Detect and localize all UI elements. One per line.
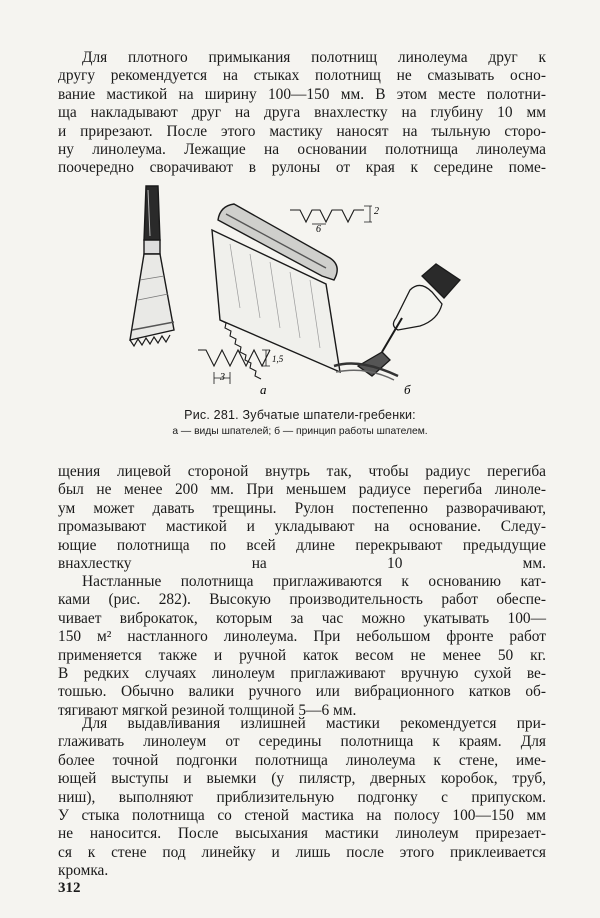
text-line: внахлестку на 10 мм.: [58, 555, 546, 573]
text-line: не наносится. После высыхания мастики линолеум прирезает-: [58, 825, 546, 843]
text-line: поочередно сворачивают в рулоны от края к середине поме-: [58, 159, 546, 177]
paragraph-1: [58, 49, 546, 178]
page-number: 312: [58, 880, 81, 896]
dim-label-2: 2: [374, 206, 379, 217]
dim-label-6: 6: [316, 224, 321, 235]
text-line: ся к стене под линейку и лишь после этого приклеивается: [58, 843, 546, 861]
text-line: чивает виброкаток, которым за час можно укатывать 100—: [58, 609, 546, 627]
paragraph-4: [58, 715, 546, 881]
tooth-profile-upper: [290, 206, 372, 224]
tooth-profile-lower: [198, 350, 270, 384]
text-line: щения лицевой стороной внутрь так, чтобы радиус перегиба: [58, 463, 546, 480]
text-line: Для выдавливания излишней мастики рекомендуется при-: [82, 715, 546, 732]
text-line: тягивают мягкой резиной толщиной 5—6 мм.: [58, 701, 357, 719]
text-line: Настланные полотнища приглаживаются к основанию кат-: [82, 573, 546, 590]
dim-label-15: 1,5: [272, 354, 284, 364]
text-line: вание мастикой на ширину 100—150 мм. В этом месте полотни-: [58, 85, 546, 103]
figure-caption-legend: а — виды шпателей; б — принцип работы шпателем.: [172, 426, 428, 437]
text-line: У стыка полотнища со стеной мастика на полосу 100—150 мм: [58, 807, 546, 825]
text-line: более точной подгонки полотнища линолеума к стене, име-: [58, 751, 546, 769]
text-line: ум может давать трещины. Рулон постепенно разворачивают,: [58, 499, 546, 517]
hand-working-illustration: [334, 264, 460, 380]
text-line: глаживать линолеум от середины полотнища к краям. Для: [58, 733, 546, 751]
text-line: другу рекомендуется на стыках полотнищ не смазывать осно-: [58, 67, 546, 85]
paragraph-2: [58, 463, 546, 573]
text-line: ща накладывают друг на друга внахлестку на глубину 10 мм: [58, 104, 546, 122]
text-line: Для плотного примыкания полотнищ линолеума друг к: [82, 49, 546, 66]
text-line: кромка.: [58, 862, 109, 880]
text-line: ниш), выполняют приблизительную подгонку с припуском.: [58, 788, 546, 806]
text-line: был не менее 200 мм. При меньшем радиусе перегиба линоле-: [58, 481, 546, 499]
text-line: промазывают мастикой и укладывают на основание. Следу-: [58, 518, 546, 536]
text-line: применяется также и ручной каток весом не менее 50 кг.: [58, 646, 546, 664]
paragraph-3: [58, 573, 546, 720]
text-line: ками (рис. 282). Высокую производительность работ обеспе-: [58, 591, 546, 609]
text-line: ющие полотнища по всей длине перекрывают предыдущие: [58, 536, 546, 554]
text-line: 150 м² настланного линолеума. При небольшом фронте работ: [58, 628, 546, 646]
text-line: ну линолеума. Лежащие на основании полотнища линолеума: [58, 141, 546, 159]
text-line: ющей выступы и выемки (у пилястр, дверных коробок, труб,: [58, 770, 546, 788]
figure-caption-title: Рис. 281. Зубчатые шпатели-гребенки:: [184, 408, 416, 422]
figure-label-b: б: [404, 382, 411, 397]
dim-label-3: 3: [220, 372, 225, 383]
figure-label-a: а: [260, 382, 267, 397]
spatula-illustration: [130, 186, 174, 346]
figure-spatulas: [120, 180, 480, 404]
text-line: В редких случаях линолеум приглаживают вручную сухой ве-: [58, 665, 546, 683]
text-line: и прирезают. После этого мастику наносят на тыльную сторо-: [58, 122, 546, 140]
text-line: тошью. Обычно валики ручного или вибрационного катков об-: [58, 683, 546, 701]
